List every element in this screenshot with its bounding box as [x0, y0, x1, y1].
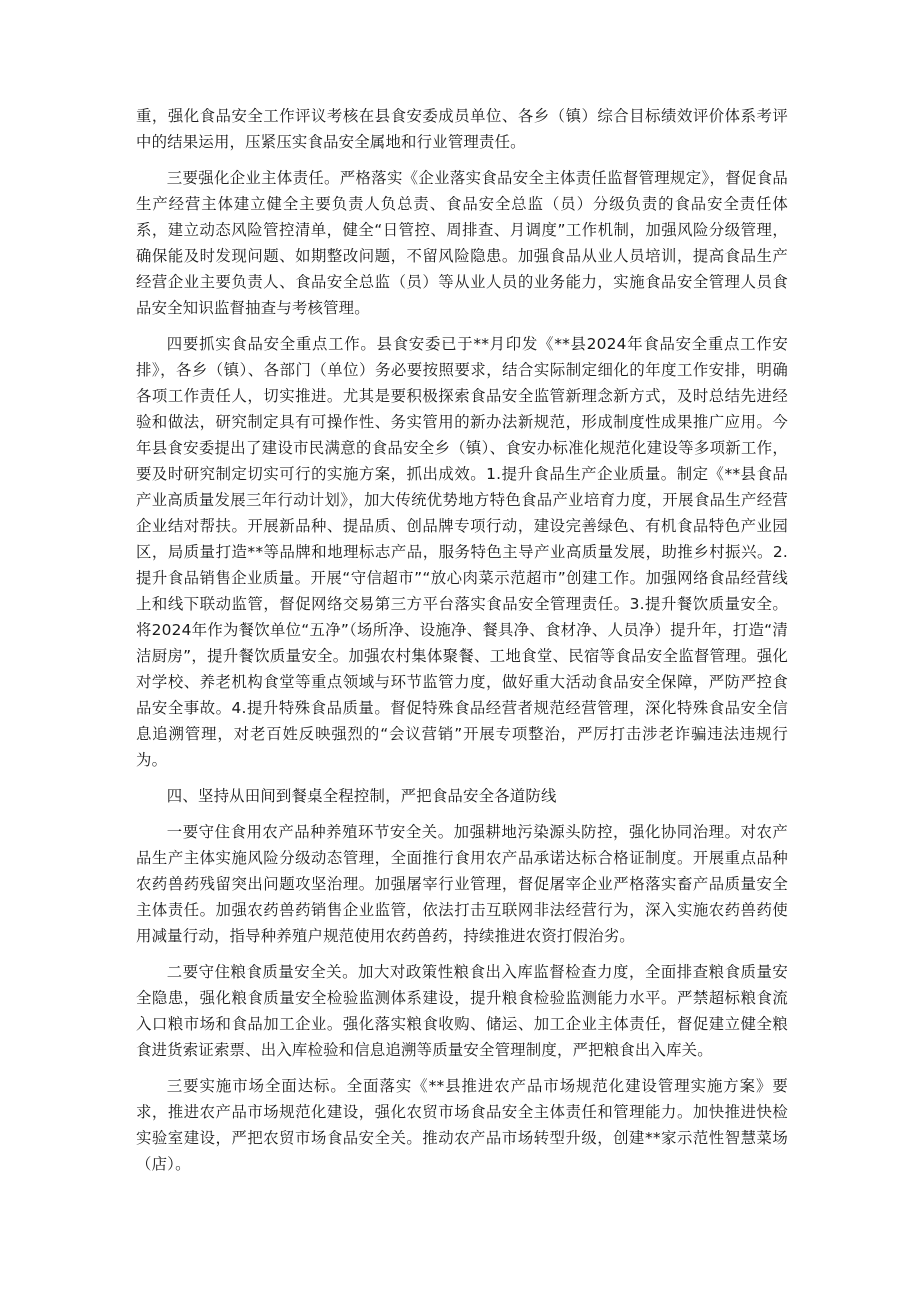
paragraph-enterprise-responsibility: 三要强化企业主体责任。严格落实《企业落实食品安全主体责任监督管理规定》，督促食品生产经营主体建立健全主要负责人负总责、食品安全总监（员）分级负责的食品安全责任体系，建立动态风险管控清单，健全“日管控、周排查、月调度”工作机制，加强风险分级管理，确保能及时发现问题、如期整改问题，不留风险隐患。加强食品从业人员培训，提高食品生产经营企业主要负责人、食品安全总监（员）等从业人员的业务能力，实施食品安全管理人员食品安全知识监督抽查与考核管理。 — [136, 169, 788, 317]
document-body — [136, 103, 788, 1187]
paragraph-key-work: 四要抓实食品安全重点工作。县食安委已于**月印发《**县2024年食品安全重点工作安排》，各乡（镇）、各部门（单位）务必要按照要求，结合实际制定细化的年度工作安排，明确各项工作责任人，切实推进。尤其是要积极探索食品安全监管新理念新方式，及时总结先进经验和做法，研究制定具有可操作性、务实管用的新办法新规范，形成制度性成果推广应用。今年县食安委提出了建设市民满意的食品安全乡（镇）、食安办标准化规范化建设等多项新工作，要及时研究制定切实可行的实施方案，抓出成效。1.提升食品生产企业质量。制定《**县食品产业高质量发展三年行动计划》，加大传统优势地方特色食品产业培育力度，开展食品生产经营企业结对帮扶。开展新品种、提品质、创品牌专项行动，建设完善绿色、有机食品特色产业园区，局质量打造**等品牌和地理标志产品，服务特色主导产业高质量发展，助推乡村振兴。2.提升食品销售企业质量。开展“守信超市”“放心肉菜示范超市”创建工作。加强网络食品经营线上和线下联动监管，督促网络交易第三方平台落实食品安全管理责任。3.提升餐饮质量安全。将2024年作为餐饮单位“五净”（场所净、设施净、餐具净、食材净、人员净）提升年，打造“清洁厨房”，提升餐饮质量安全。加强农村集体聚餐、工地食堂、民宿等食品安全监督管理。强化对学校、养老机构食堂等重点领域与环节监管力度，做好重大活动食品安全保障，严防严控食品安全事故。4.提升特殊食品质量。督促特殊食品经营者规范经营管理，深化特殊食品安全信息追溯管理，对老百姓反映强烈的“会议营销”开展专项整治，严厉打击涉老诈骗违法违规行为。 — [136, 335, 788, 769]
paragraph-agricultural-products: 一要守住食用农产品种养殖环节安全关。加强耕地污染源头防控，强化协同治理。对农产品生产主体实施风险分级动态管理，全面推行食用农产品承诺达标合格证制度。开展重点品种农药兽药残留突出问题攻坚治理。加强屠宰行业管理，督促屠宰企业严格落实畜产品质量安全主体责任。加强农药兽药销售企业监管，依法打击互联网非法经营行为，深入实施农药兽药使用减量行动，指导种养殖户规范使用农药兽药，持续推进农资打假治劣。 — [136, 823, 788, 945]
paragraph-grain-quality: 二要守住粮食质量安全关。加大对政策性粮食出入库监督检查力度，全面排查粮食质量安全隐患，强化粮食质量安全检验监测体系建设，提升粮食检验监测能力水平。严禁超标粮食流入口粮市场和食品加工企业。强化落实粮食收购、储运、加工企业主体责任，督促建立健全粮食进货索证索票、出入库检验和信息追溯等质量安全管理制度，严把粮食出入库关。 — [136, 963, 788, 1059]
paragraph-continuation: 重，强化食品安全工作评议考核在县食安委成员单位、各乡（镇）综合目标绩效评价体系考评中的结果运用，压紧压实食品安全属地和行业管理责任。 — [136, 107, 788, 151]
paragraph-market-standards: 三要实施市场全面达标。全面落实《**县推进农产品市场规范化建设管理实施方案》要求，推进农产品市场规范化建设，强化农贸市场食品安全主体责任和管理能力。加快推进快检实验室建设，严把农贸市场食品安全关。推动农产品市场转型升级，创建**家示范性智慧菜场（店）。 — [136, 1077, 788, 1173]
section-heading: 四、坚持从田间到餐桌全程控制，严把食品安全各道防线 — [166, 787, 557, 805]
